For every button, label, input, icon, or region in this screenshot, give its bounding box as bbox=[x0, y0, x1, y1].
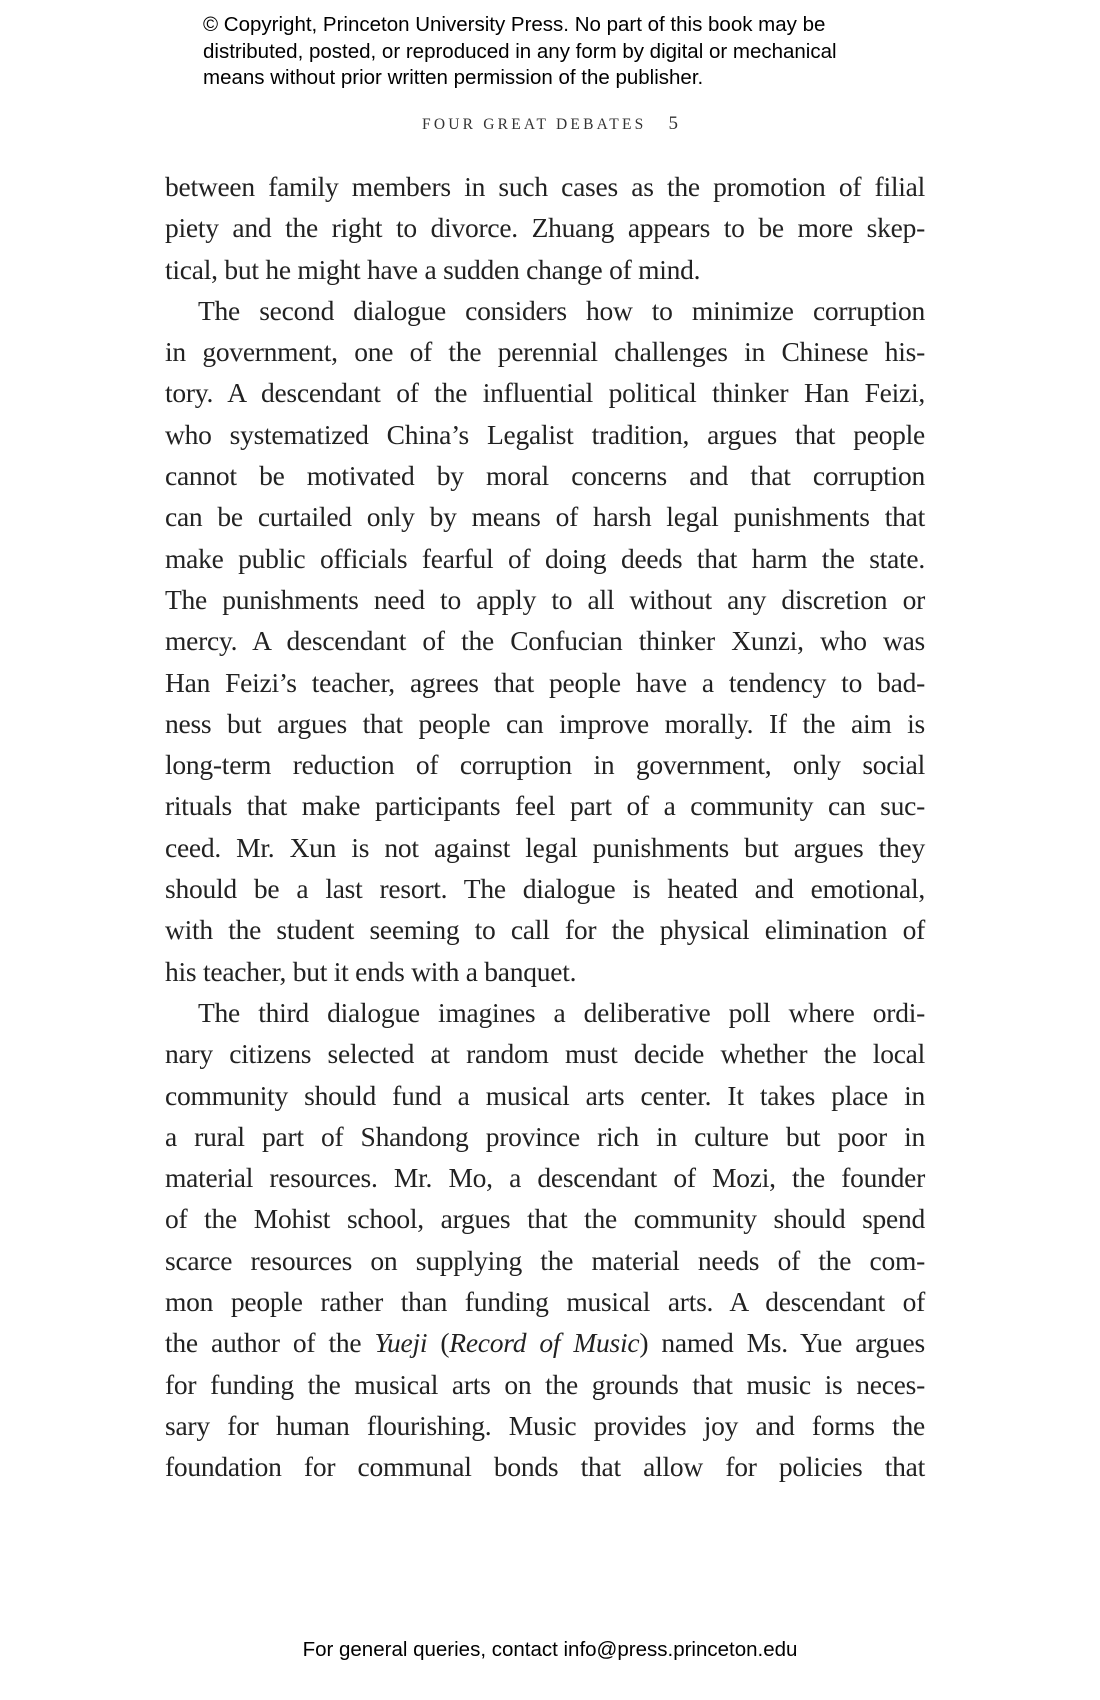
text-segment: the author of the bbox=[165, 1327, 375, 1359]
text-line: sary for human flourishing. Music provides joy and forms the bbox=[165, 1409, 925, 1441]
text-line: community should fund a musical arts center. It takes place in bbox=[165, 1079, 925, 1111]
text-line: ness but argues that people can improve morally. If the aim is bbox=[165, 707, 925, 739]
text-segment: ( bbox=[427, 1327, 450, 1359]
running-head-title: FOUR GREAT DEBATES bbox=[422, 116, 647, 133]
text-line: in government, one of the perennial challenges in Chinese his- bbox=[165, 336, 925, 368]
text-line: The punishments need to apply to all without any discretion or bbox=[165, 583, 925, 615]
text-line: piety and the right to divorce. Zhuang appears to be more skep- bbox=[165, 212, 925, 244]
text-line: ceed. Mr. Xun is not against legal punishments but argues they bbox=[165, 831, 925, 863]
text-line: rituals that make participants feel part of a community can suc- bbox=[165, 790, 925, 822]
text-line: material resources. Mr. Mo, a descendant of Mozi, the founder bbox=[165, 1162, 925, 1194]
copyright-line: means without prior written permission of the publisher. bbox=[203, 66, 704, 89]
text-line: can be curtailed only by means of harsh legal punishments that bbox=[165, 501, 925, 533]
text-line: tory. A descendant of the influential political thinker Han Feizi, bbox=[165, 377, 925, 409]
copyright-notice bbox=[203, 12, 923, 92]
text-line: Han Feizi’s teacher, agrees that people have a tendency to bad- bbox=[165, 666, 925, 698]
text-line: long-term reduction of corruption in government, only social bbox=[165, 749, 925, 781]
text-line: cannot be motivated by moral concerns and that corruption bbox=[165, 460, 925, 492]
copyright-line: © Copyright, Princeton University Press. No part of this book may be bbox=[203, 13, 826, 36]
text-line: make public officials fearful of doing deeds that harm the state. bbox=[165, 542, 925, 574]
text-line bbox=[165, 1322, 925, 1363]
text-line: with the student seeming to call for the physical elimination of bbox=[165, 914, 925, 946]
text-line: scarce resources on supplying the material needs of the com- bbox=[165, 1244, 925, 1276]
italic-title: Yueji bbox=[374, 1327, 428, 1359]
text-line: between family members in such cases as the promotion of filial bbox=[165, 171, 925, 202]
page-number: 5 bbox=[668, 113, 678, 134]
text-line: foundation for communal bonds that allow for policies that bbox=[165, 1451, 925, 1483]
text-line: should be a last resort. The dialogue is heated and emotional, bbox=[165, 873, 925, 905]
body-text bbox=[165, 166, 925, 1488]
text-line: mercy. A descendant of the Confucian thinker Xunzi, who was bbox=[165, 625, 925, 657]
text-segment: ) named Ms. Yue argues bbox=[639, 1327, 925, 1359]
text-line: nary citizens selected at random must decide whether the local bbox=[165, 1038, 925, 1070]
italic-title: Record of Music bbox=[449, 1327, 640, 1359]
text-line: a rural part of Shandong province rich in culture but poor in bbox=[165, 1120, 925, 1152]
text-line: of the Mohist school, argues that the community should spend bbox=[165, 1203, 925, 1235]
footer-contact: For general queries, contact info@press.princeton.edu bbox=[302, 1638, 798, 1661]
text-line: tical, but he might have a sudden change of mind. bbox=[165, 253, 701, 285]
text-line: The third dialogue imagines a deliberative poll where ordi- bbox=[198, 996, 925, 1028]
text-line: mon people rather than funding musical arts. A descendant of bbox=[165, 1286, 925, 1318]
text-line: The second dialogue considers how to minimize corruption bbox=[198, 294, 925, 326]
text-line: who systematized China’s Legalist tradition, argues that people bbox=[165, 418, 925, 450]
text-line: for funding the musical arts on the grounds that music is neces- bbox=[165, 1368, 925, 1400]
running-head bbox=[0, 113, 1100, 135]
text-line: his teacher, but it ends with a banquet. bbox=[165, 955, 577, 987]
copyright-line: distributed, posted, or reproduced in any form by digital or mechanical bbox=[203, 39, 837, 63]
